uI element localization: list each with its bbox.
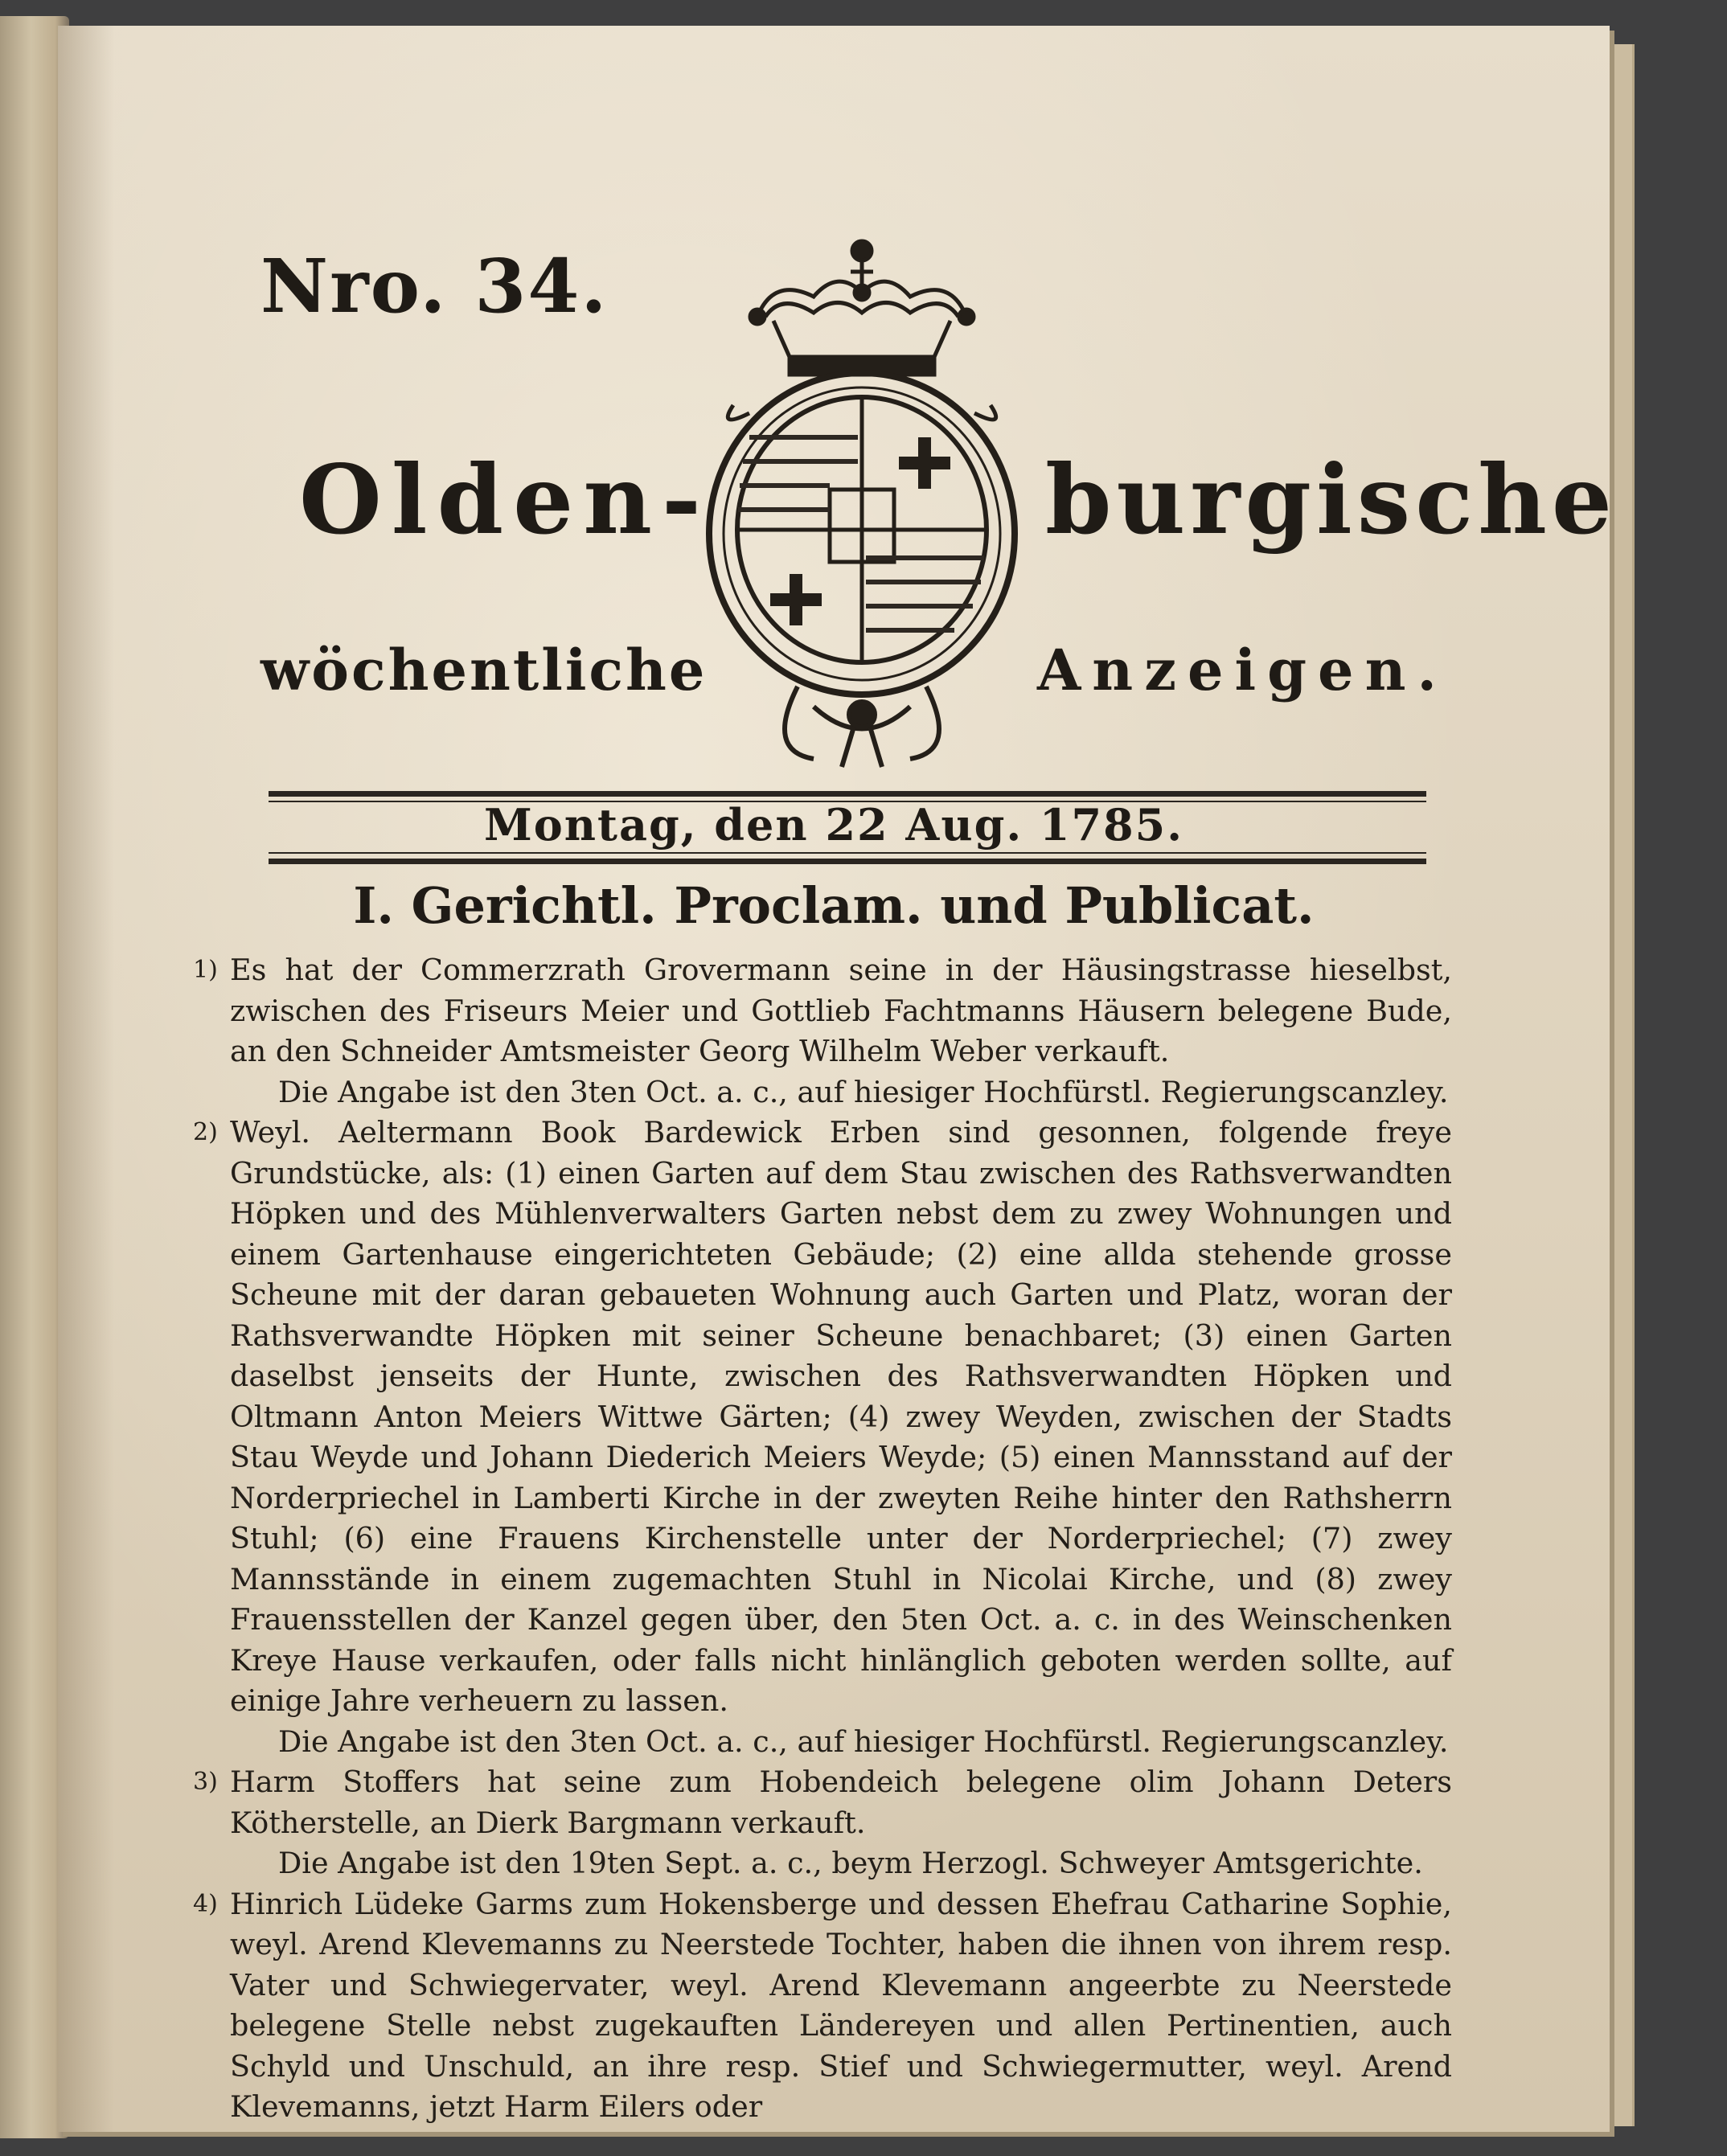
entry-number: 4) [193,1889,218,1918]
bottom-rule-thin [269,852,1426,854]
entry-note: Die Angabe ist den 19ten Sept. a. c., beym Herzogl. Schweyer Amtsgerichte. [278,1846,1423,1880]
entry-number: 3) [193,1768,218,1796]
newspaper-page [58,26,1617,2132]
entry-number: 1) [193,956,218,984]
entry-2 [193,1113,1452,1762]
entry-text: Harm Stoffers hat seine zum Hobendeich belegene olim Johann Deters Kötherstelle, an Dierk Bargmann verkauft. [230,1765,1452,1840]
entry-text: Hinrich Lüdeke Garms zum Hokensberge und dessen Ehefrau Catharine Sophie, weyl. Arend Klevemanns zu Neerstede Tochter, haben die ihnen von ihrem resp. Vater und Schwiegervater, weyl. Arend Klevemann angeerbte zu Neerstede belegene Stelle nebst zugekauften Ländereyen und allen Pertinentien, auch Schyld und Unschuld, an ihre resp. Stief und Schwiegermutter, weyl. Arend Klevemanns, jetzt Harm Eilers oder [230,1886,1452,2124]
bottom-rule [269,859,1426,864]
announcements-body [193,950,1452,2128]
coat-of-arms-icon [701,236,1023,771]
entry-note: Die Angabe ist den 3ten Oct. a. c., auf hiesiger Hochfürstl. Regierungscanzley. [278,1074,1449,1109]
section-heading: I. Gerichtl. Proclam. und Publicat. [353,876,1315,935]
issue-number: Nro. 34. [260,243,609,330]
entry-note: Die Angabe ist den 3ten Oct. a. c., auf hiesiger Hochfürstl. Regierungscanzley. [278,1724,1449,1759]
entry-3 [193,1762,1452,1884]
entry-text: Weyl. Aeltermann Book Bardewick Erben sind gesonnen, folgende freye Grundstücke, als: (1) einen Garten auf dem Stau zwischen des Rathsverwandten Höpken und des Mühlenverwalters Garten nebst dem zu zwey Wohnungen und einem Gartenhause eingerichteten Gebäude; (2) eine allda stehende grosse Scheune mit der daran gebaueten Wohnung auch Garten und Platz, woran der Rathsverwandte Höpken mit seiner Scheune benachbaret; (3) einen Garten daselbst jenseits der Hunte, zwischen des Rathsverwandten Höpken und Oltmann Anton Meiers Wittwe Gärten; (4) zwey Weyden, zwischen der Stadts Stau Weyde und Johann Diederich Meiers Weyde; (5) einen Mannsstand auf der Norderpriechel in Lamberti Kirche in der zweyten Reihe hinter den Rathsherrn Stuhl; (6) eine Frauens Kirchenstelle unter der Norderpriechel; (7) zwey Mannsstände in einem zugemachten Stuhl in Nicolai Kirche, und (8) zwey Frauensstellen der Kanzel gegen über, den 5ten Oct. a. c. in des Weinschenken Kreye Hause verkaufen, oder falls nicht hinlänglich geboten werden sollte, auf einige Jahre verheuern zu lassen. [230,1115,1452,1718]
masthead-title-left: Olden- [299,444,711,555]
top-rule [269,791,1426,797]
masthead-subtitle-left: wöchentliche [260,637,708,703]
date-line: Montag, den 22 Aug. 1785. [483,799,1184,851]
entry-1 [193,950,1452,1113]
entry-4 [193,1884,1452,2128]
entry-text: Es hat der Commerzrath Grovermann seine in der Häusingstrasse hieselbst, zwischen des Friseurs Meier und Gottlieb Fachtmanns Häusern belegene Bude, an den Schneider Amtsmeister Georg Wilhelm Weber verkauft. [230,953,1452,1068]
masthead-title-right: burgische [1045,444,1617,555]
masthead-subtitle-right: Anzeigen. [1037,637,1448,703]
entry-number: 2) [193,1118,218,1146]
